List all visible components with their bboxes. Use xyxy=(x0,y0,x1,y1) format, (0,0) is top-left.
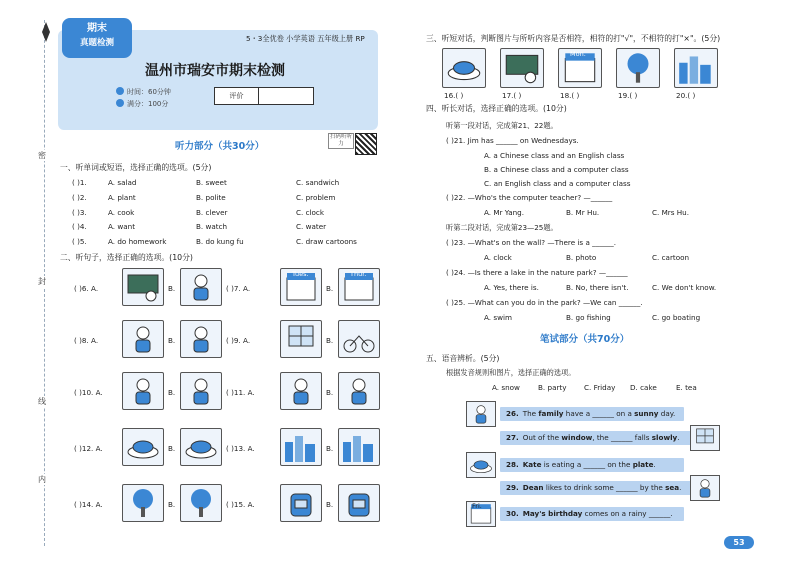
section4-head: 四、听长对话，选择正确的选项。(10分) xyxy=(426,104,567,113)
option-b-label: B. xyxy=(326,336,334,345)
sentence-text[interactable]: have a ______ on a xyxy=(563,409,635,418)
option[interactable]: A. Yes, there is. xyxy=(484,283,539,292)
answer-bracket[interactable]: ( )5. xyxy=(72,237,87,247)
keyword: sea xyxy=(665,483,680,492)
keyword: slowly xyxy=(651,433,678,442)
answer-bracket[interactable]: ( )14. A. xyxy=(74,500,103,509)
option-b-picture[interactable] xyxy=(180,268,222,306)
judge-picture[interactable] xyxy=(500,48,544,88)
option[interactable]: C. go boating xyxy=(652,313,701,322)
brand-line: 5・3全优卷 小学英语 五年级上册 RP xyxy=(246,34,365,43)
word-option[interactable]: D. cake xyxy=(630,383,657,392)
keyword: family xyxy=(538,409,564,418)
badge-line: 期末 xyxy=(87,23,107,34)
keyword: sunny xyxy=(634,409,659,418)
sentence-picture xyxy=(466,452,496,478)
badge-line: 真题检测 xyxy=(79,38,114,48)
option-b-picture[interactable] xyxy=(180,372,222,410)
keyword: Dean xyxy=(522,483,544,492)
page-number: 53 xyxy=(724,536,754,549)
judge-picture[interactable] xyxy=(442,48,486,88)
sentence-text: The xyxy=(522,409,539,418)
calendar-day-label: Thur. xyxy=(350,270,367,278)
option-b-picture[interactable] xyxy=(180,428,222,466)
binding-strip xyxy=(0,0,52,566)
sentence-text: . xyxy=(677,433,680,442)
option-c[interactable]: C. sandwich xyxy=(296,178,340,187)
option-c[interactable]: C. problem xyxy=(296,192,336,202)
option-a-picture[interactable] xyxy=(122,372,164,410)
time-text: 时间：60分钟 xyxy=(127,88,171,96)
option-a-picture[interactable] xyxy=(122,484,164,522)
score-label: 评价 xyxy=(215,88,259,104)
calendar-day-label: Mon. xyxy=(570,50,586,58)
time-line xyxy=(116,87,171,97)
answer-bracket[interactable]: 16.( ) xyxy=(444,91,464,100)
option-b-label: B. xyxy=(326,500,334,509)
judge-picture[interactable] xyxy=(674,48,718,88)
option[interactable]: A. Mr Yang. xyxy=(484,208,525,217)
binding-label: 内 xyxy=(38,475,46,484)
option-b-label: B. xyxy=(168,336,176,345)
option[interactable]: B. a Chinese class and a computer class xyxy=(484,165,629,174)
option-a[interactable]: A. plant xyxy=(108,192,136,202)
sentence-picture xyxy=(690,475,720,501)
dialog-instruction: 听第一段对话，完成第21、22题。 xyxy=(446,121,558,130)
option[interactable]: A. swim xyxy=(484,313,512,322)
section2-head: 二、听句子，选择正确的选项。(10分) xyxy=(60,253,193,262)
question[interactable]: ( )22. —Who's the computer teacher? —______ xyxy=(446,193,613,202)
sentence-text: . xyxy=(653,460,656,469)
keyword: May's birthday xyxy=(522,509,583,518)
sentence-text: . xyxy=(679,483,682,492)
option-b-picture[interactable] xyxy=(180,320,222,358)
judge-picture[interactable] xyxy=(616,48,660,88)
answer-bracket[interactable]: ( )3. xyxy=(72,207,87,217)
question[interactable]: ( )25. —What can you do in the park? —We can ______. xyxy=(446,298,643,307)
option[interactable]: A. clock xyxy=(484,253,512,262)
option-c[interactable]: C. clock xyxy=(296,207,325,217)
option-b[interactable]: B. polite xyxy=(196,192,226,202)
answer-bracket[interactable]: ( )12. A. xyxy=(74,444,103,453)
option-a[interactable]: A. cook xyxy=(108,207,135,217)
sentence-text[interactable]: , the ______ falls xyxy=(592,433,652,442)
star-icon xyxy=(116,99,124,107)
option-a-picture[interactable] xyxy=(122,428,164,466)
option-b-label: B. xyxy=(326,284,334,293)
word-option[interactable]: B. party xyxy=(538,383,567,392)
keyword: plate xyxy=(632,460,654,469)
option[interactable]: B. photo xyxy=(566,253,597,262)
qr-code-icon[interactable] xyxy=(355,133,377,155)
option-b-label: B. xyxy=(168,284,176,293)
keyword: window xyxy=(561,433,593,442)
answer-bracket[interactable]: ( )2. xyxy=(72,192,87,202)
binding-label: 线 xyxy=(38,397,46,406)
sentence-bar xyxy=(500,507,684,521)
option-b-picture[interactable] xyxy=(338,320,380,358)
sentence-number: 29. xyxy=(506,483,519,492)
option-b[interactable]: B. watch xyxy=(196,222,228,232)
answer-bracket[interactable]: 18.( ) xyxy=(560,91,580,100)
option[interactable]: B. Mr Hu. xyxy=(566,208,600,217)
answer-bracket[interactable]: 17.( ) xyxy=(502,91,522,100)
dialog-instruction: 听第二段对话，完成第23—25题。 xyxy=(446,223,558,232)
marks-text: 满分：100分 xyxy=(127,100,169,108)
answer-bracket[interactable]: ( )4. xyxy=(72,222,87,232)
writing-title: 笔试部分（共70分） xyxy=(540,334,630,345)
sentence-text[interactable]: likes to drink some ______ by the xyxy=(543,483,666,492)
sentence-number: 30. xyxy=(506,509,519,518)
listening-title: 听力部分（共30分） xyxy=(175,141,265,152)
option-a-picture[interactable] xyxy=(280,428,322,466)
option[interactable]: B. No, there isn't. xyxy=(566,283,629,292)
calendar-day-label: Tues. xyxy=(292,270,309,278)
option[interactable]: C. cartoon xyxy=(652,253,690,262)
option-b-picture[interactable] xyxy=(338,372,380,410)
sentence-number: 27. xyxy=(506,433,519,442)
rocket-icon xyxy=(40,22,52,42)
keyword: Kate xyxy=(522,460,542,469)
option-a[interactable]: A. want xyxy=(108,222,136,232)
option-b-label: B. xyxy=(326,444,334,453)
option-a-picture[interactable] xyxy=(280,484,322,522)
option-b-label: B. xyxy=(168,444,176,453)
answer-bracket[interactable]: ( )13. A. xyxy=(226,444,255,453)
answer-bracket[interactable]: ( )10. A. xyxy=(74,388,103,397)
sentence-text[interactable]: is eating a ______ on the xyxy=(541,460,633,469)
marks-line xyxy=(116,99,168,109)
score-box xyxy=(214,87,314,105)
option[interactable]: A. a Chinese class and an English class xyxy=(484,151,625,160)
option[interactable]: C. We don't know. xyxy=(652,283,717,292)
answer-bracket[interactable]: ( )8. A. xyxy=(74,336,99,345)
answer-bracket[interactable]: ( )6. A. xyxy=(74,284,99,293)
question[interactable]: ( )23. —What's on the wall? —There is a ______. xyxy=(446,238,617,247)
sentence-text: Out of the xyxy=(522,433,562,442)
exam-badge xyxy=(62,18,132,58)
option-b-picture[interactable] xyxy=(338,428,380,466)
word-option[interactable]: C. Friday xyxy=(584,383,616,392)
answer-bracket[interactable]: ( )1. xyxy=(72,178,87,187)
option-b[interactable]: B. do kung fu xyxy=(196,237,244,247)
option-a[interactable]: A. salad xyxy=(108,178,137,187)
answer-bracket[interactable]: ( )15. A. xyxy=(226,500,255,509)
sentence-bar xyxy=(500,458,684,472)
section5-head: 五、语音辨析。(5分) xyxy=(426,354,500,363)
answer-bracket[interactable]: 20.( ) xyxy=(676,91,696,100)
section1-head: 一、听单词或短语，选择正确的选项。(5分) xyxy=(60,163,212,172)
sentence-text: day. xyxy=(658,409,676,418)
option-b-label: B. xyxy=(168,388,176,397)
option-c[interactable]: C. draw cartoons xyxy=(296,237,357,247)
option-b-label: B. xyxy=(168,500,176,509)
option-b[interactable]: B. clever xyxy=(196,207,228,217)
option-a-picture[interactable] xyxy=(122,268,164,306)
option[interactable]: C. an English class and a computer class xyxy=(484,179,631,188)
binding-label: 封 xyxy=(38,277,46,286)
answer-bracket[interactable]: ( )9. A. xyxy=(226,336,251,345)
sentence-picture xyxy=(690,425,720,451)
calendar-day-label: Fri. xyxy=(472,502,482,510)
sentence-bar xyxy=(500,481,692,495)
clock-icon xyxy=(116,87,124,95)
answer-bracket[interactable]: ( )7. A. xyxy=(226,284,251,293)
question[interactable]: ( )21. Jim has ______ on Wednesdays. xyxy=(446,136,579,145)
answer-bracket[interactable]: 19.( ) xyxy=(618,91,638,100)
option-b-picture[interactable] xyxy=(338,484,380,522)
question[interactable]: ( )24. —Is there a lake in the nature park? —______ xyxy=(446,268,628,277)
option-c[interactable]: C. water xyxy=(296,222,327,232)
option-a-picture[interactable] xyxy=(122,320,164,358)
sentence-picture xyxy=(466,401,496,427)
option-b-picture[interactable] xyxy=(180,484,222,522)
word-option[interactable]: A. snow xyxy=(492,383,520,392)
sentence-text[interactable]: comes on a rainy ______. xyxy=(582,509,673,518)
sentence-bar xyxy=(500,431,692,445)
option[interactable]: C. Mrs Hu. xyxy=(652,208,690,217)
option-b-label: B. xyxy=(326,388,334,397)
sentence-bar xyxy=(500,407,684,421)
page-title: 温州市瑞安市期末检测 xyxy=(145,63,285,79)
option-a-picture[interactable] xyxy=(280,320,322,358)
option-b[interactable]: B. sweet xyxy=(196,178,227,187)
binding-label: 密 xyxy=(38,151,46,160)
option-a[interactable]: A. do homework xyxy=(108,237,167,247)
section5-instruction: 根据发音规则和图片，选择正确的选项。 xyxy=(446,368,576,377)
answer-bracket[interactable]: ( )11. A. xyxy=(226,388,255,397)
qr-label: 扫码听听力 xyxy=(329,134,352,147)
option[interactable]: B. go fishing xyxy=(566,313,611,322)
word-option[interactable]: E. tea xyxy=(676,383,697,392)
section3-head: 三、听短对话，判断图片与所听内容是否相符，相符的打"√"，不相符的打"×"。(5分) xyxy=(426,34,721,43)
sentence-number: 28. xyxy=(506,460,519,469)
sentence-number: 26. xyxy=(506,409,519,418)
option-a-picture[interactable] xyxy=(280,372,322,410)
